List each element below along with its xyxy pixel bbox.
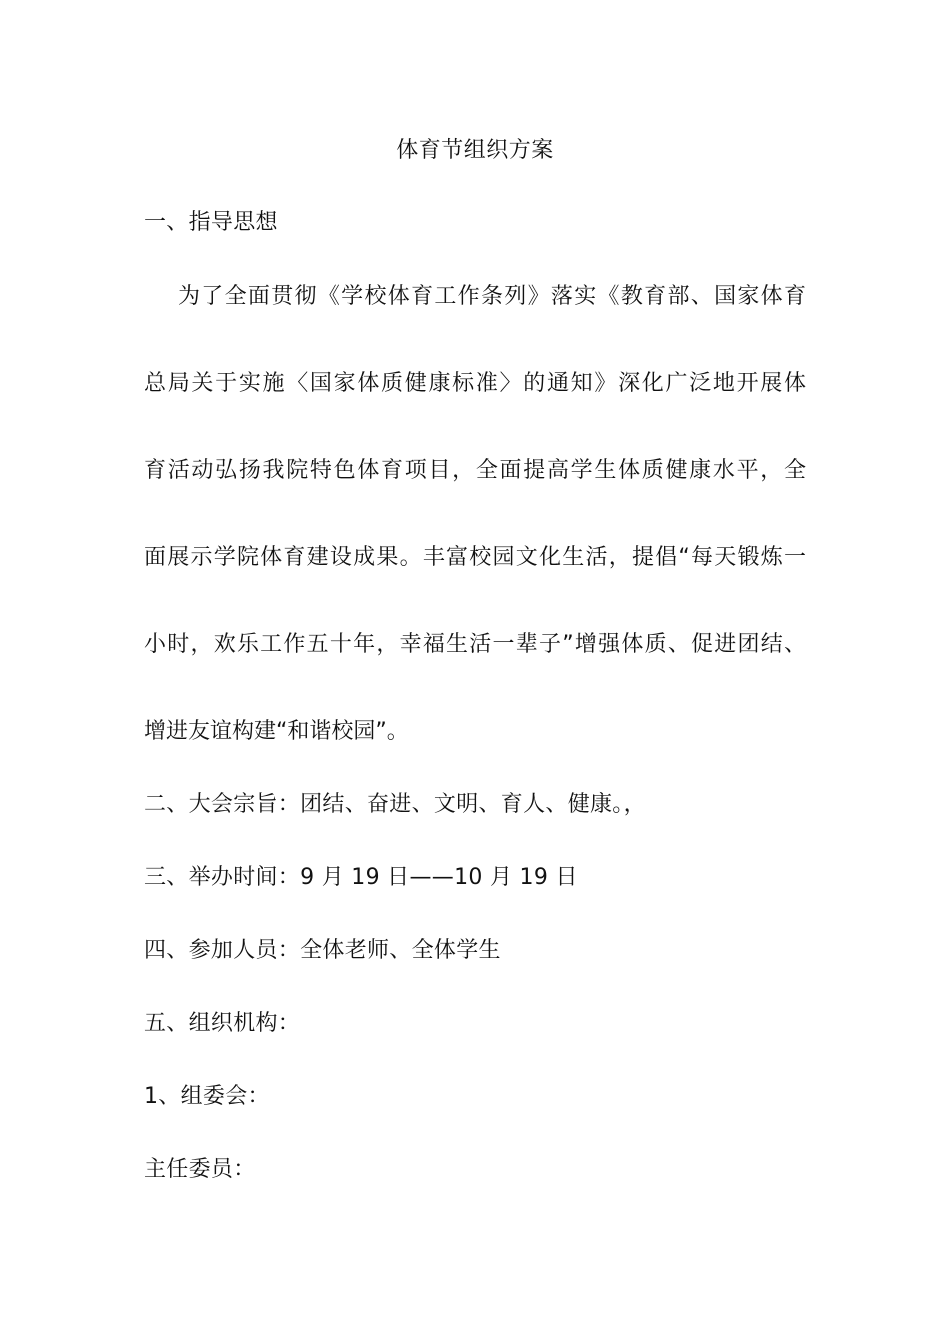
section-organization: 五、组织机构： [144, 1011, 301, 1036]
organizing-committee-item: 1、组委会： [144, 1084, 270, 1109]
paragraph-line: 面展示学院体育建设成果。丰富校园文化生活，提倡“每天锻炼一 [144, 545, 806, 570]
section-purpose: 二、大会宗旨：团结、奋进、文明、育人、健康。， [144, 792, 646, 817]
section-time: 三、举办时间：9 月 19 日——10 月 19 日 [144, 865, 578, 890]
chairman-item: 主任委员： [144, 1157, 256, 1182]
section-heading-guiding-thought: 一、指导思想 [144, 210, 278, 235]
paragraph-line: 为了全面贯彻《学校体育工作条列》落实《教育部、国家体育 [178, 284, 806, 309]
paragraph-line: 育活动弘扬我院特色体育项目，全面提高学生体质健康水平，全 [144, 458, 806, 483]
section-participants: 四、参加人员：全体老师、全体学生 [144, 938, 501, 963]
paragraph-line: 小时，欢乐工作五十年，幸福生活一辈子”增强体质、促进团结、 [144, 632, 806, 657]
paragraph-line: 增进友谊构建“和谐校园”。 [144, 719, 409, 744]
document-title: 体育节组织方案 [396, 138, 554, 163]
paragraph-line: 总局关于实施〈国家体质健康标准〉的通知》深化广泛地开展体 [144, 371, 806, 396]
